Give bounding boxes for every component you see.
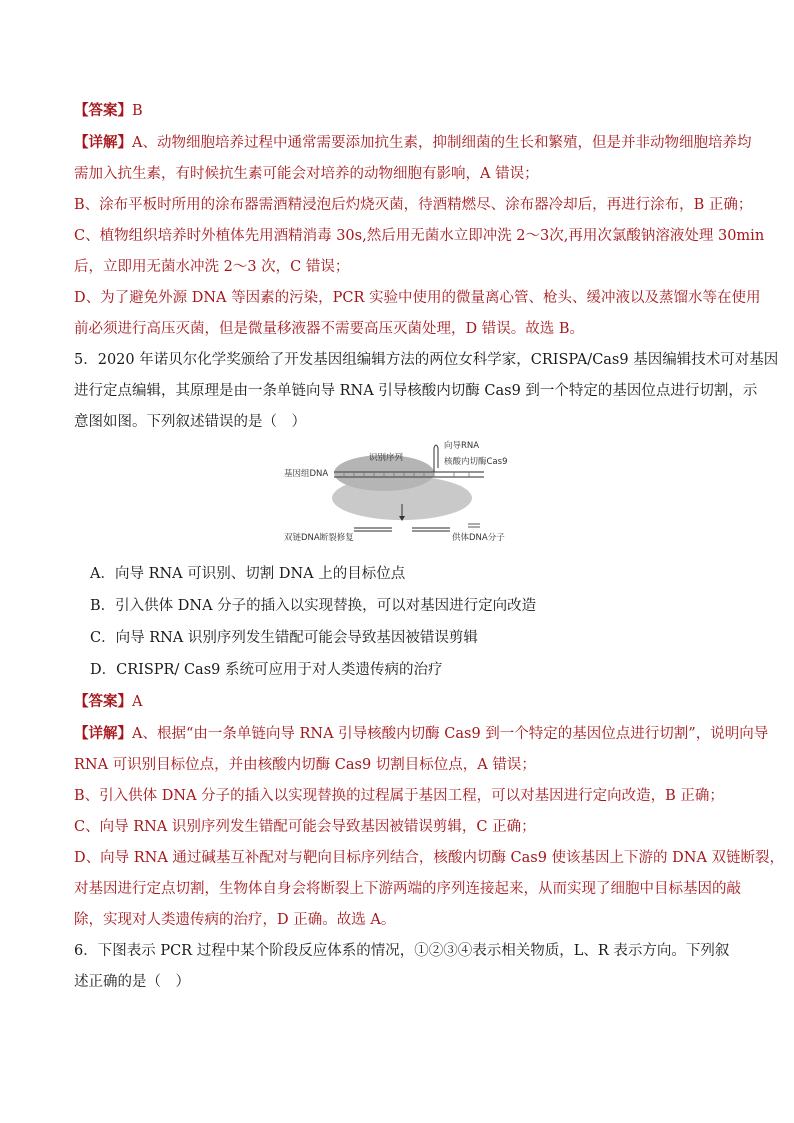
answer-5 — [74, 686, 724, 718]
option-b: B．引入供体 DNA 分子的插入以实现替换，可以对基因进行定向改造 — [90, 598, 537, 614]
question-5-line: 意图如图。下列叙述错误的是（ ） — [74, 414, 306, 430]
detail-4-line: B、涂布平板时所用的涂布器需酒精浸泡后灼烧灭菌，待酒精燃尽、涂布器冷却后，再进行涂布，B 正确； — [74, 197, 753, 213]
detail-5-line: 对基因进行定点切割，生物体自身会将断裂上下游两端的序列连接起来，从而实现了细胞中目标基因的敲 — [74, 881, 741, 897]
label-donor: 供体DNA分子 — [452, 533, 505, 543]
answer-tag: 【答案】 — [74, 102, 132, 119]
crispr-diagram — [74, 438, 724, 558]
detail-4-line: D、为了避免外源 DNA 等因素的污染，PCR 实验中使用的微量离心管、枪头、缓冲液以及蒸馏水等在使用 — [74, 290, 761, 306]
answer-value: B — [132, 103, 143, 119]
detail-4-line: 需加入抗生素，有时候抗生素可能会对培养的动物细胞有影响，A 错误； — [74, 166, 539, 182]
option-d: D．CRISPR/ Cas9 系统可应用于对人类遗传病的治疗 — [90, 662, 443, 678]
detail-4-line: C、植物组织培养时外植体先用酒精消毒 30s,然后用无菌水立即冲洗 2～3次,再用次氯酸钠溶液处理 30min — [74, 228, 765, 244]
answer-tag: 【答案】 — [74, 693, 132, 710]
detail-tag: 【详解】 — [74, 134, 132, 151]
guide-rna-shape — [434, 445, 438, 472]
detail-5-line: 【详解】A、根据“由一条单链向导 RNA 引导核酸内切酶 Cas9 到一个特定的基因位点进行切割”，说明向导 — [74, 725, 769, 742]
question-5-line: 5．2020 年诺贝尔化学奖颁给了开发基因组编辑方法的两位女科学家，CRISPA/Cas9 基因编辑技术可对基因 — [74, 352, 779, 368]
detail-5-line: B、引入供体 DNA 分子的插入以实现替换的过程属于基因工程，可以对基因进行定向改造，B 正确； — [74, 788, 724, 804]
label-recognition-seq: 识别序列 — [369, 453, 404, 463]
detail-4-line: 【详解】A、动物细胞培养过程中通常需要添加抗生素，抑制细菌的生长和繁殖，但是并非动物细胞培养均 — [74, 134, 752, 151]
answer-4 — [74, 95, 724, 127]
question-5-line: 进行定点编辑，其原理是由一条单链向导 RNA 引导核酸内切酶 Cas9 到一个特定的基因位点进行切割，示 — [74, 383, 758, 399]
crispr-diagram-svg — [284, 438, 524, 548]
label-guide-rna: 向导RNA — [444, 441, 480, 451]
question-6-line: 6．下图表示 PCR 过程中某个阶段反应体系的情况，①②③④表示相关物质，L、R 表示方向。下列叙 — [74, 943, 730, 959]
option-a: A．向导 RNA 可识别、切割 DNA 上的目标位点 — [90, 566, 406, 582]
label-cas9: 核酸内切酶Cas9 — [444, 457, 508, 467]
question-6-line: 述正确的是（ ） — [74, 974, 190, 990]
detail-5-line: D、向导 RNA 通过碱基互补配对与靶向目标序列结合，核酸内切酶 Cas9 使该基因上下游的 DNA 双链断裂， — [74, 850, 785, 866]
detail-5-line: C、向导 RNA 识别序列发生错配可能会导致基因被错误剪辑，C 正确； — [74, 819, 536, 835]
detail-4-line: 后，立即用无菌水冲洗 2～3 次，C 错误； — [74, 259, 350, 275]
label-repair: 双链DNA断裂修复 — [284, 533, 354, 543]
answer-value: A — [132, 694, 143, 710]
detail-4-line: 前必须进行高压灭菌，但是微量移液器不需要高压灭菌处理，D 错误。故选 B。 — [74, 321, 584, 337]
label-genomic-dna: 基因组DNA — [284, 469, 329, 479]
detail-tag: 【详解】 — [74, 725, 132, 742]
detail-5-line: RNA 可识别目标位点，并由核酸内切酶 Cas9 切割目标位点，A 错误； — [74, 757, 536, 773]
document-page — [74, 95, 785, 998]
detail-5-line: 除，实现对人类遗传病的治疗，D 正确。故选 A。 — [74, 912, 396, 928]
option-c: C．向导 RNA 识别序列发生错配可能会导致基因被错误剪辑 — [90, 630, 478, 646]
